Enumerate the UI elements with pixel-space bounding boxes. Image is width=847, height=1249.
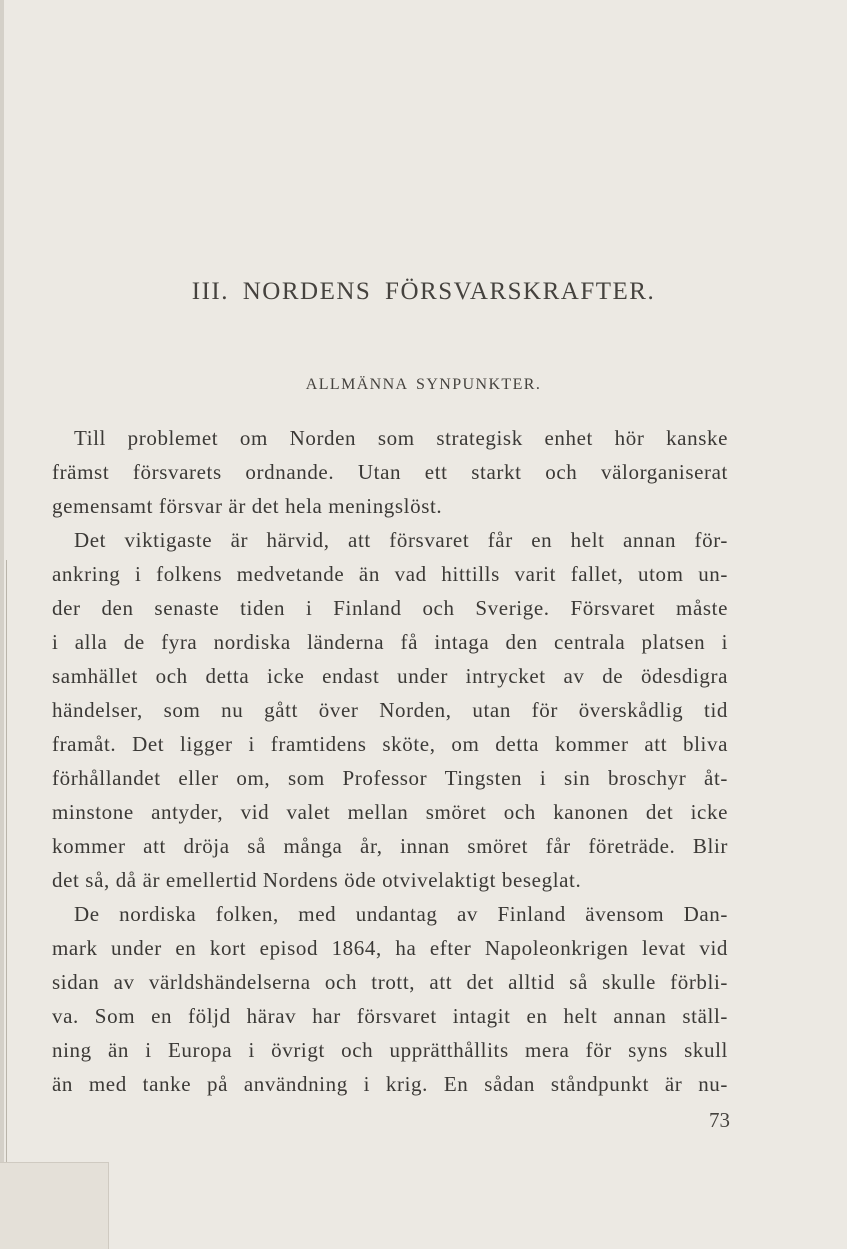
text-line: Till problemet om Norden som strategisk enhet hör kanske — [74, 426, 728, 450]
text-line: kommer att dröja så många år, innan smöret får företräde. Blir — [52, 834, 728, 858]
text-line: än med tanke på användning i krig. En sådan ståndpunkt är nu- — [52, 1072, 728, 1096]
text-line: mark under en kort episod 1864, ha efter Napoleonkrigen levat vid — [52, 936, 728, 960]
text-line: framåt. Det ligger i framtidens sköte, om detta kommer att bliva — [52, 732, 728, 756]
text-line: ankring i folkens medvetande än vad hittills varit fallet, utom un- — [52, 562, 728, 586]
binding-line — [6, 560, 7, 1248]
page-edge — [0, 0, 4, 1248]
body-text — [52, 421, 728, 1101]
page-tab-mark — [0, 1162, 109, 1249]
text-line: främst försvarets ordnande. Utan ett starkt och välorganiserat — [52, 460, 728, 484]
text-line: i alla de fyra nordiska länderna få intaga den centrala platsen i — [52, 630, 728, 654]
text-line: sidan av världshändelserna och trott, att det alltid så skulle förbli- — [52, 970, 728, 994]
text-line: samhället och detta icke endast under intrycket av de ödesdigra — [52, 664, 728, 688]
text-line: ning än i Europa i övrigt och upprätthållits mera för syns skull — [52, 1038, 728, 1062]
text-line: händelser, som nu gått över Norden, utan för överskådlig tid — [52, 698, 728, 722]
text-line: Det viktigaste är härvid, att försvaret får en helt annan för- — [74, 528, 728, 552]
chapter-title: III. NORDENS FÖRSVARSKRAFTER. — [191, 278, 656, 305]
text-line: förhållandet eller om, som Professor Tingsten i sin broschyr åt- — [52, 766, 728, 790]
page-number: 73 — [709, 1108, 730, 1132]
text-line: va. Som en följd härav har försvaret intagit en helt annan ställ- — [52, 1004, 728, 1028]
text-line: minstone antyder, vid valet mellan smöret och kanonen det icke — [52, 800, 728, 824]
text-line: gemensamt försvar är det hela meningslöst. — [52, 494, 443, 518]
text-line: det så, då är emellertid Nordens öde otvivelaktigt beseglat. — [52, 868, 582, 892]
section-heading: ALLMÄNNA SYNPUNKTER. — [305, 376, 542, 393]
text-line: De nordiska folken, med undantag av Finland ävensom Dan- — [74, 902, 728, 926]
text-line: der den senaste tiden i Finland och Sverige. Försvaret måste — [52, 596, 728, 620]
